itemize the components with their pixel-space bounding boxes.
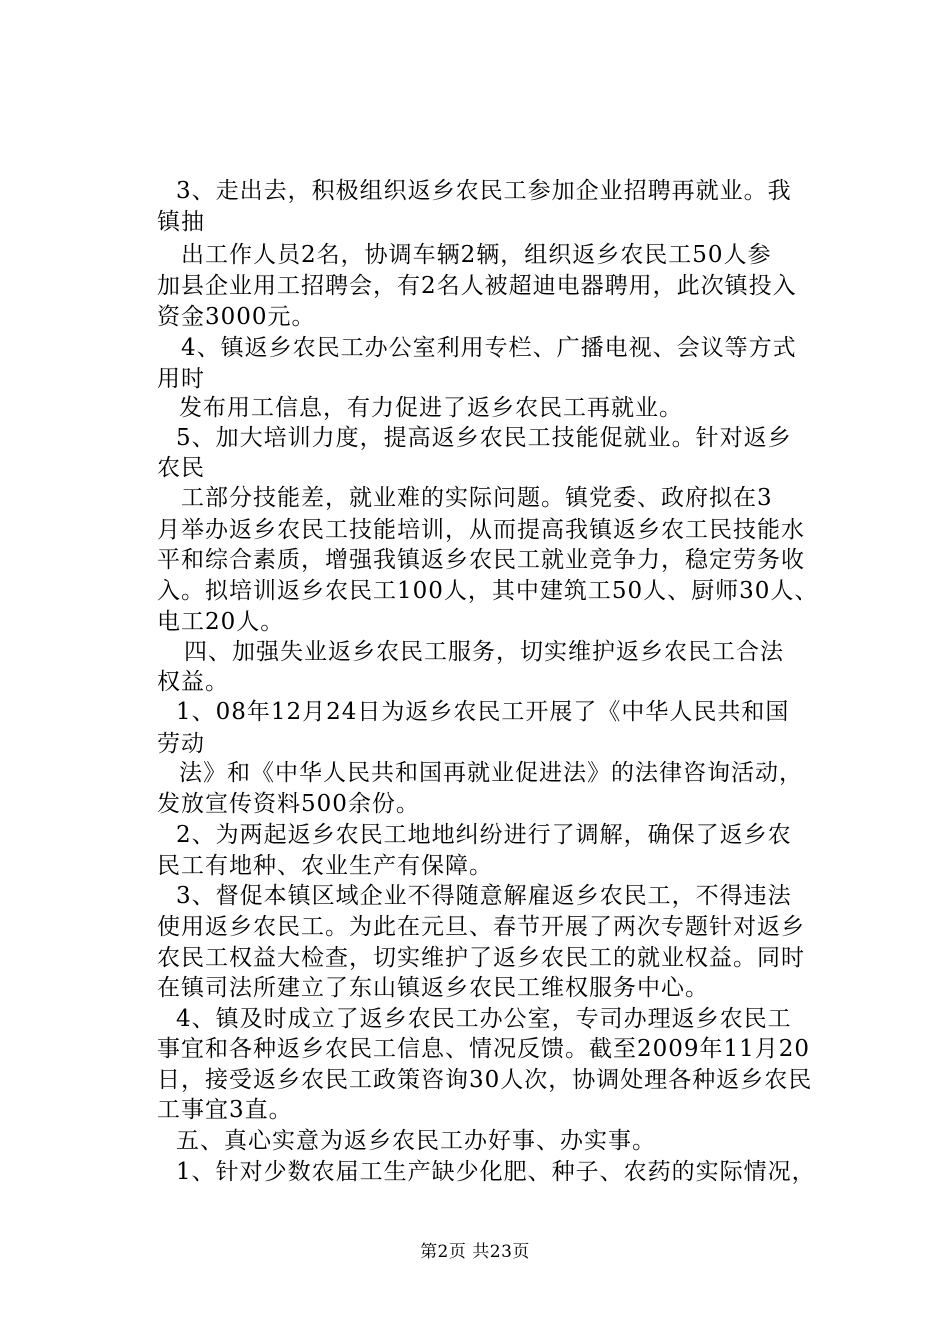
text-line: 月举办返乡农民工技能培训，从而提高我镇返乡农工民技能水: [157, 517, 805, 543]
text-line: 3、走出去，积极组织返乡农民工参加企业招聘再就业。我: [176, 178, 792, 204]
text-line: 镇抽: [157, 209, 205, 235]
text-line: 用时: [157, 366, 205, 392]
text-line: 电工20人。: [157, 609, 285, 635]
text-line: 平和综合素质，增强我镇返乡农民工就业竞争力，稳定劳务收: [157, 547, 805, 573]
text-line: 资金3000元。: [157, 304, 316, 330]
text-line: 2、为两起返乡农民工地地纠纷进行了调解，确保了返乡农: [176, 822, 792, 848]
text-line: 1、针对少数农届工生产缺少化肥、种子、农药的实际情况，: [176, 1159, 816, 1185]
text-line: 5、加大培训力度，提高返乡农民工技能促就业。针对返乡: [176, 425, 792, 451]
text-line: 4、镇及时成立了返乡农民工办公室，专司办理返乡农民工: [176, 1006, 792, 1032]
text-line: 五、真心实意为返乡农民工办好事、办实事。: [176, 1128, 656, 1154]
text-line: 日，接受返乡农民工政策咨询30人次，协调处理各种返乡农民: [157, 1067, 813, 1093]
text-line: 发布用工信息，有力促进了返乡农民工再就业。: [179, 395, 683, 421]
text-line: 3、督促本镇区域企业不得随意解雇返乡农民工，不得违法: [176, 883, 792, 909]
text-line: 使用返乡农民工。为此在元旦、春节开展了两次专题针对返乡: [157, 914, 805, 940]
text-line: 农民工权益大检查，切实维护了返乡农民工的就业权益。同时: [157, 945, 805, 971]
text-line: 权益。: [157, 669, 229, 695]
text-line: 在镇司法所建立了东山镇返乡农民工维权服务中心。: [157, 975, 709, 1001]
text-line: 4、镇返乡农民工办公室利用专栏、广播电视、会议等方式: [181, 335, 797, 361]
page-footer: 第2页 共23页: [420, 1242, 530, 1262]
text-line: 发放宣传资料500余份。: [157, 791, 420, 817]
text-line: 工部分技能差，就业难的实际问题。镇党委、政府拟在3: [181, 485, 773, 511]
text-line: 农民: [157, 455, 205, 481]
text-line: 事宜和各种返乡农民工信息、情况反馈。截至2009年11月20: [157, 1036, 811, 1062]
text-line: 法》和《中华人民共和国再就业促进法》的法律咨询活动，: [179, 760, 803, 786]
text-line: 民工有地种、农业生产有保障。: [157, 853, 493, 879]
text-line: 工事宜3直。: [157, 1097, 293, 1123]
text-line: 1、08年12月24日为返乡农民工开展了《中华人民共和国: [176, 699, 790, 725]
text-line: 入。拟培训返乡农民工100人，其中建筑工50人、厨师30人、: [157, 578, 819, 604]
text-line: 四、加强失业返乡农民工服务，切实维护返乡农民工合法: [184, 639, 784, 665]
text-line: 加县企业用工招聘会，有2名人被超迪电器聘用，此次镇投入: [157, 273, 797, 299]
text-line: 出工作人员2名，协调车辆2辆，组织返乡农民工50人参: [181, 242, 772, 268]
text-line: 劳动: [157, 731, 205, 757]
